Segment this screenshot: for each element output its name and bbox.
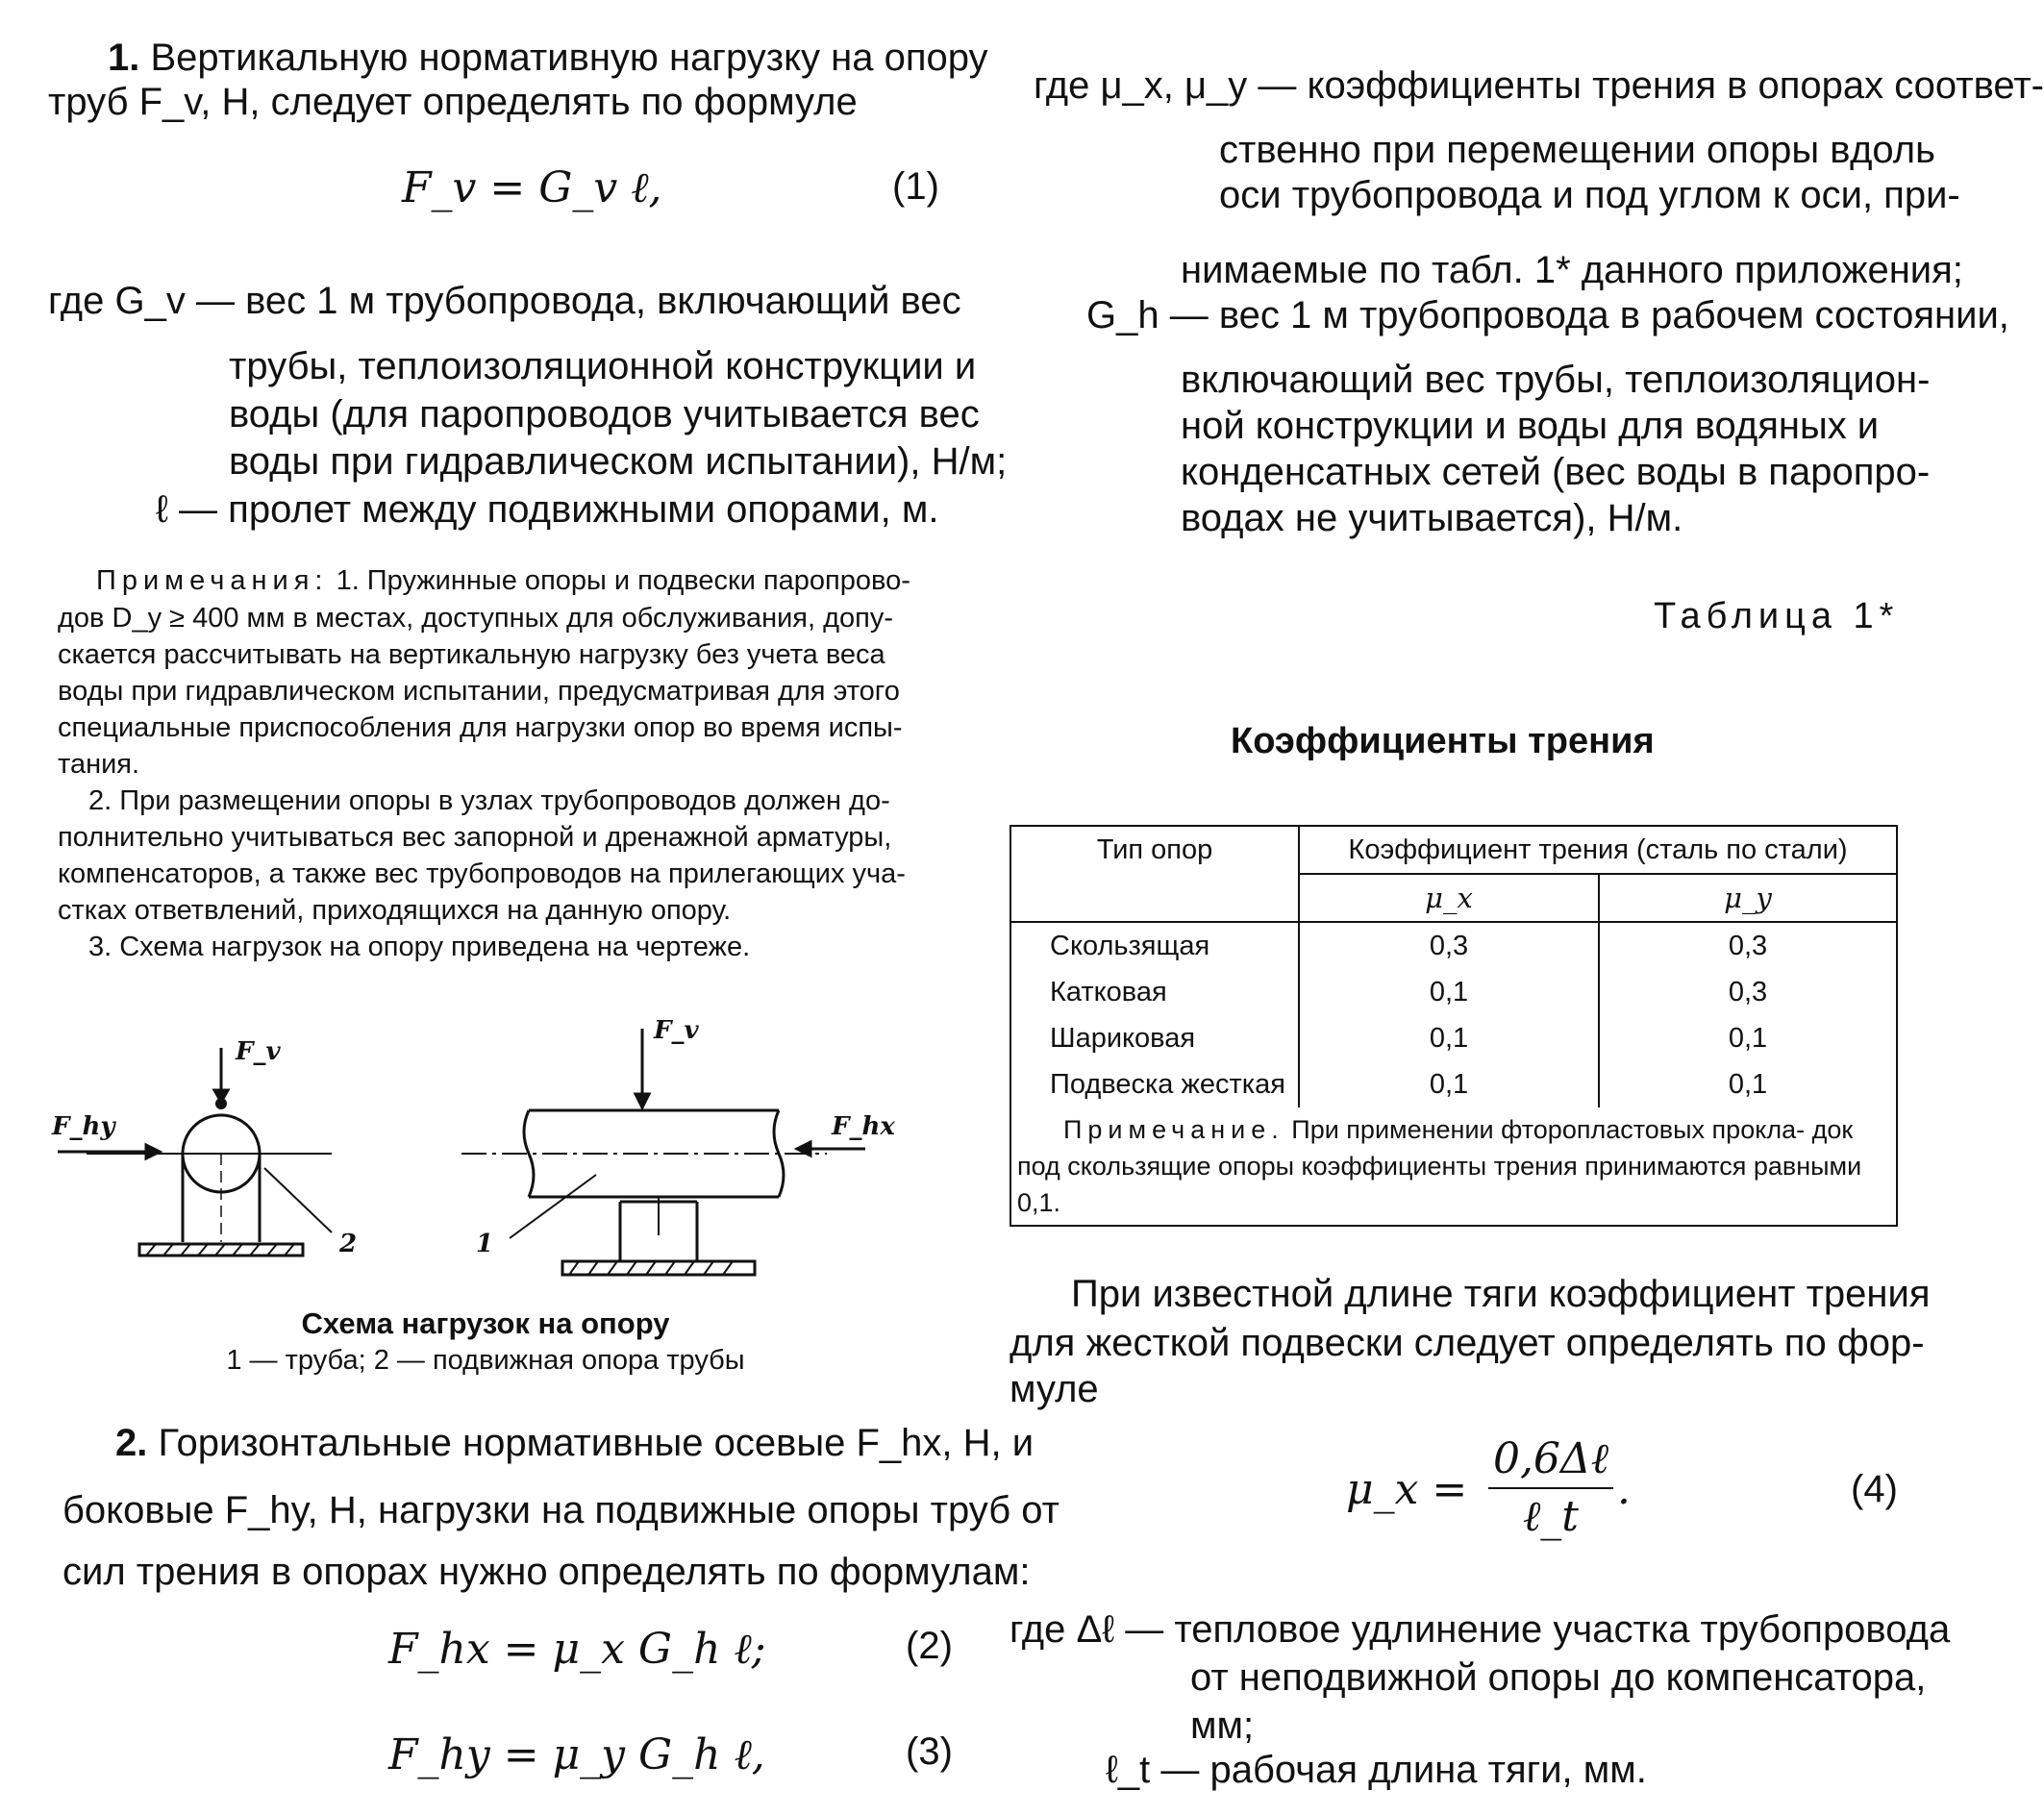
para2-line3: сил трения в опорах нужно определять по формулам: [62,1551,1031,1593]
equation-4-numerator: 0,6Δℓ [1492,1434,1609,1483]
header-muy: μ_y [1599,874,1897,922]
row-type: Шариковая [1010,1015,1299,1061]
where3-line1: где Δℓ — тепловое удлинение участка трубопровода [1010,1608,1951,1651]
para2-line2: боковые F_hy, Н, нагрузки на подвижные опоры труб от [62,1489,1059,1531]
table-row [1010,1061,1897,1107]
notes-line10: стках ответвлений, приходящихся на данную опору. [58,895,732,926]
fv-arrow-right-head [636,1094,649,1107]
where2-line7: ной конструкции и воды для водяных и [1181,405,1880,447]
row-muy: 0,3 [1728,976,1768,1008]
notes-label: Примечания: [96,565,329,596]
base-plate-left-hatch [146,1244,294,1256]
equation-1-number: (1) [892,165,939,208]
para3-line2: для жесткой подвески следует определять по фор- [1010,1322,1925,1364]
table-note-text: При применении фторопластовых прокла- док под скользящие опоры коэффициенты трения принимаются равными 0,1. [1017,1115,1862,1217]
where1-line2: трубы, теплоизоляционной конструкции и [229,345,977,387]
where1-line3: воды (для паропроводов учитывается вес [229,393,980,435]
base-plate-right [562,1261,755,1275]
para2-number: 2. [115,1422,148,1464]
where3-line4: ℓ_t — рабочая длина тяги, мм. [1106,1749,1647,1791]
row-mux: 0,1 [1299,1015,1599,1061]
table-label: Таблица 1* [1654,596,1900,636]
where3-line3: мм; [1190,1704,1255,1747]
para1-number: 1. [108,37,140,79]
leader-2 [264,1168,332,1232]
where2-line3: оси трубопровода и под углом к оси, при- [1219,174,1960,216]
where1-line5: ℓ — пролет между подвижными опорами, м. [156,488,939,531]
table-row [1010,1015,1897,1061]
row-muy: 0,1 [1728,1022,1768,1054]
para1-line2: труб F_v, Н, следует определять по формуле [48,81,858,123]
notes-line7: 2. При размещении опоры в узлах трубопроводов должен до- [88,785,890,816]
table-row [1010,969,1897,1015]
figure-caption: Схема нагрузок на опору [301,1306,670,1340]
para1-line1: 1. Вертикальную нормативную нагрузку на опору [108,37,988,79]
where2-line2: ственно при перемещении опоры вдоль [1219,129,1935,171]
table-note-label: Примечание. [1063,1115,1284,1144]
equation-2: F_hx = μ_x G_h ℓ; [388,1625,766,1674]
row-type: Скользящая [1010,922,1299,969]
label-fv-left: F_v [236,1037,281,1066]
equation-3: F_hy = μ_y G_h ℓ, [388,1730,765,1779]
row-type: Подвеска жесткая [1010,1061,1299,1107]
label-2: 2 [339,1230,358,1258]
where2-line9: водах не учитывается), Н/м. [1181,497,1683,539]
table-title: Коэффициенты трения [1231,721,1655,761]
table-note [1010,1107,1897,1226]
notes-line3: скается рассчитывать на вертикальную нагрузку без учета веса [58,639,885,670]
load-scheme-figure [38,1009,961,1288]
fhy-arrow-head [146,1145,160,1158]
notes-line6: тания. [58,749,140,780]
para3-line3: муле [1010,1368,1099,1410]
notes-line4: воды при гидравлическом испытании, предусматривая для этого [58,676,900,707]
header-type: Тип опор [1010,826,1299,922]
row-muy: 0,3 [1728,930,1768,961]
where2-line5: G_h — вес 1 м трубопровода в рабочем состоянии, [1086,294,2009,336]
where2-line6: включающий вес трубы, теплоизоляцион- [1181,359,1931,401]
friction-table [1010,825,1898,1227]
table-note-row [1010,1107,1897,1226]
where2-line4: нимаемые по табл. 1* данного приложения; [1181,249,1963,291]
notes-line2: дов D_y ≥ 400 мм в местах, доступных для обслуживания, допу- [58,603,894,634]
equation-4-fraction-bar [1488,1487,1613,1489]
table-header-row [1010,826,1897,874]
where1-line4: воды при гидравлическом испытании), Н/м; [229,440,1008,483]
header-mux: μ_x [1299,874,1599,922]
notes-line9: компенсаторов, а также вес трубопроводов на прилегающих уча- [58,858,906,889]
equation-4-number: (4) [1851,1468,1898,1510]
fv-point-left [215,1098,227,1109]
label-1: 1 [476,1230,494,1258]
para3-line1: При известной длине тяги коэффициент трения [1071,1273,1931,1315]
row-muy: 0,1 [1728,1068,1768,1100]
figure-legend: 1 — труба; 2 — подвижная опора трубы [226,1345,745,1376]
notes-line1: Примечания: 1. Пружинные опоры и подвески паропрово- [96,565,910,596]
label-fv-right: F_v [654,1016,699,1045]
where3-line2: от неподвижной опоры до компенсатора, [1190,1656,1927,1699]
row-mux: 0,3 [1299,922,1599,969]
where2-line1: где μ_x, μ_y — коэффициенты трения в опорах соответ- [1034,64,2044,107]
equation-2-number: (2) [906,1625,953,1667]
equation-3-number: (3) [906,1730,953,1773]
header-coefficient: Коэффициент трения (сталь по стали) [1299,826,1897,874]
where1-line1: где G_v — вес 1 м трубопровода, включающий вес [48,280,961,322]
label-fhy: F_hy [52,1112,115,1141]
base-plate-right-hatch [569,1261,733,1275]
equation-1: F_v = G_v ℓ, [402,163,662,212]
row-type: Катковая [1010,969,1299,1015]
notes-line5: специальные приспособления для нагрузки опор во время испы- [58,712,903,743]
table-row [1010,922,1897,969]
notes-line11: 3. Схема нагрузок на опору приведена на чертеже. [88,932,751,962]
equation-4-lhs: μ_x = [1346,1465,1468,1514]
leader-1 [510,1175,596,1238]
label-fhx: F_hx [832,1112,895,1141]
para2-line1: 2. Горизонтальные нормативные осевые F_hx, Н, и [115,1422,1034,1464]
equation-4-denominator: ℓ_t [1522,1492,1579,1541]
notes-line8: полнительно учитываться вес запорной и дренажной арматуры, [58,822,892,853]
where2-line8: конденсатных сетей (вес воды в паропро- [1181,451,1931,493]
equation-4-tail: . [1617,1465,1631,1514]
row-mux: 0,1 [1299,1061,1599,1107]
row-mux: 0,1 [1299,969,1599,1015]
